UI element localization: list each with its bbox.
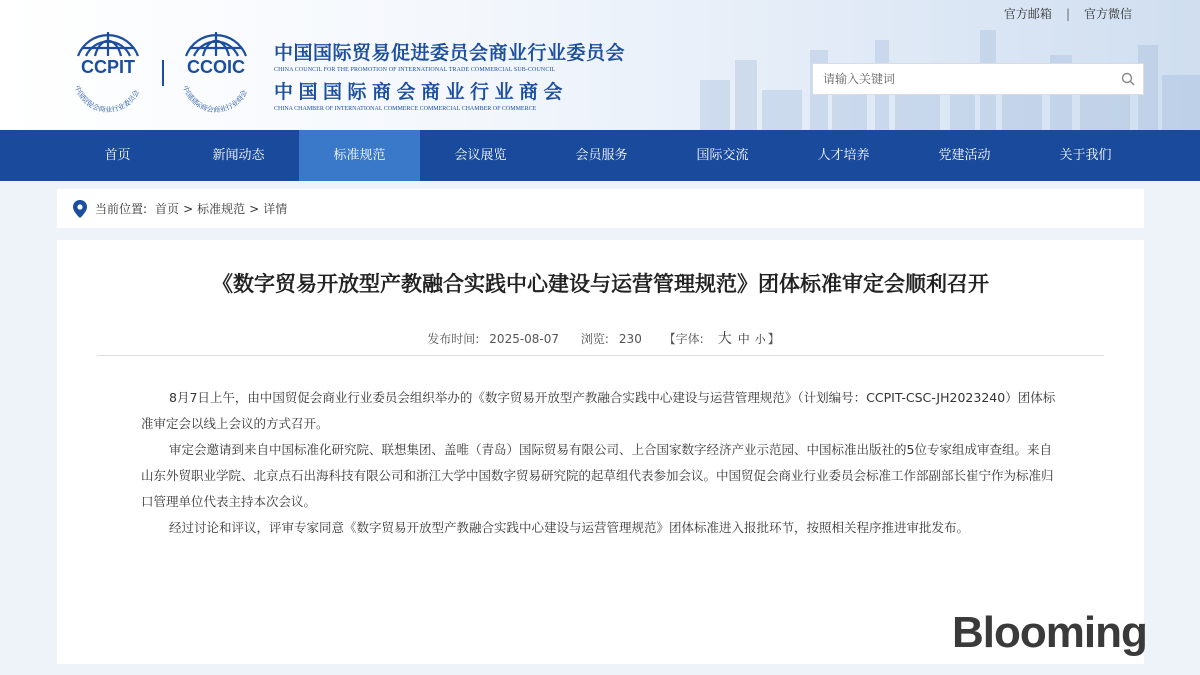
publish-date-label: 发布时间: bbox=[427, 332, 480, 346]
search-icon bbox=[1121, 72, 1135, 86]
search-input[interactable] bbox=[813, 64, 1113, 94]
font-size-label-close: 】 bbox=[767, 332, 780, 346]
nav-item-party-building[interactable]: 党建活动 bbox=[938, 148, 991, 163]
ccoic-logo-text: CCOIC bbox=[187, 57, 245, 77]
nav-item-standards[interactable]: 标准规范 bbox=[299, 130, 420, 181]
search-box bbox=[812, 63, 1144, 95]
location-pin-icon bbox=[73, 200, 87, 218]
nav-item-news[interactable]: 新闻动态 bbox=[212, 148, 265, 163]
article-meta bbox=[57, 328, 1144, 348]
logo-divider bbox=[162, 60, 164, 86]
org-name-cn-primary: 中国国际贸易促进委员会商业行业委员会 bbox=[274, 42, 626, 64]
official-wechat-link[interactable]: 官方微信 bbox=[1083, 7, 1132, 21]
publish-date: 2025-08-07 bbox=[489, 332, 560, 346]
font-size-label: 【字体: bbox=[663, 332, 704, 346]
views-count: 230 bbox=[618, 332, 642, 346]
article-paragraph: 8月7日上午，由中国贸促会商业行业委员会组织举办的《数字贸易开放型产教融合实践中心建设与运营管理规范》（计划编号：CCPIT-CSC-JH2023240）团体标准审定会以线上会议的方式召开。 bbox=[141, 390, 1056, 431]
article-paragraph: 经过讨论和评议，评审专家同意《数字贸易开放型产教融合实践中心建设与运营管理规范》团体标准进入报批环节，按照相关程序推进审批发布。 bbox=[169, 520, 970, 535]
org-name-en-primary: CHINA COUNCIL FOR THE PROMOTION OF INTERNATIONAL TRADE COMMERCIAL SUB-COUNCIL bbox=[274, 67, 556, 73]
org-name-cn-secondary: 中国国际商会商业行业商会 bbox=[274, 81, 569, 103]
breadcrumb-label: 当前位置: bbox=[95, 202, 148, 216]
breadcrumb-separator: > bbox=[249, 201, 260, 216]
breadcrumb-home[interactable]: 首页 bbox=[155, 202, 180, 216]
nav-item-training[interactable]: 人才培养 bbox=[817, 148, 870, 163]
font-size-small[interactable]: 小 bbox=[754, 333, 766, 346]
nav-item-home[interactable]: 首页 bbox=[104, 148, 131, 163]
views-label: 浏览: bbox=[580, 332, 609, 346]
top-links bbox=[1004, 5, 1132, 22]
top-links-separator: | bbox=[1065, 6, 1070, 21]
search-button[interactable] bbox=[1113, 64, 1143, 94]
ccpit-logo-ring-text: 中国贸促会商业行业委员会 bbox=[73, 84, 142, 115]
ccoic-logo-ring-text: 中国国际商会商业行业商会 bbox=[181, 84, 250, 115]
org-name-en-secondary: CHINA CHAMBER OF INTERNATIONAL COMMERCE COMMERCIAL CHAMBER OF COMMERCE bbox=[274, 106, 537, 112]
main-navigation bbox=[0, 130, 1200, 181]
article-paragraph: 审定会邀请到来自中国标准化研究院、联想集团、盖唯（青岛）国际贸易有限公司、上合国家数字经济产业示范园、中国标准出版社的5位专家组成审查组。来自山东外贸职业学院、北京点石出海科技有限公司和浙江大学中国数字贸易研究院的起草组代表参加会议。中国贸促会商业行业委员会标准工作部副部长崔宁作为标准归口管理单位代表主持本次会议。 bbox=[141, 442, 1054, 509]
nav-item-international[interactable]: 国际交流 bbox=[696, 148, 749, 163]
ccpit-logo[interactable] bbox=[62, 26, 154, 116]
article-title: 《数字贸易开放型产教融合实践中心建设与运营管理规范》团体标准审定会顺利召开 bbox=[212, 272, 989, 296]
ccoic-logo[interactable] bbox=[170, 26, 262, 116]
organization-name bbox=[274, 38, 634, 112]
font-size-large[interactable]: 大 bbox=[717, 331, 732, 347]
nav-item-member-services[interactable]: 会员服务 bbox=[575, 148, 628, 163]
nav-item-about[interactable]: 关于我们 bbox=[1059, 148, 1112, 163]
blooming-watermark: Blooming bbox=[952, 608, 1147, 657]
breadcrumb-separator: > bbox=[183, 201, 194, 216]
site-header bbox=[0, 0, 1200, 130]
nav-item-conferences[interactable]: 会议展览 bbox=[454, 148, 507, 163]
breadcrumb bbox=[57, 189, 1144, 228]
font-size-medium[interactable]: 中 bbox=[737, 332, 750, 346]
article-panel bbox=[57, 240, 1144, 664]
title-divider bbox=[97, 355, 1104, 356]
breadcrumb-standards[interactable]: 标准规范 bbox=[197, 202, 246, 216]
breadcrumb-current: 详情 bbox=[263, 202, 288, 216]
ccpit-logo-text: CCPIT bbox=[81, 57, 135, 77]
article-body bbox=[141, 385, 1061, 541]
official-email-link[interactable]: 官方邮箱 bbox=[1003, 7, 1052, 21]
